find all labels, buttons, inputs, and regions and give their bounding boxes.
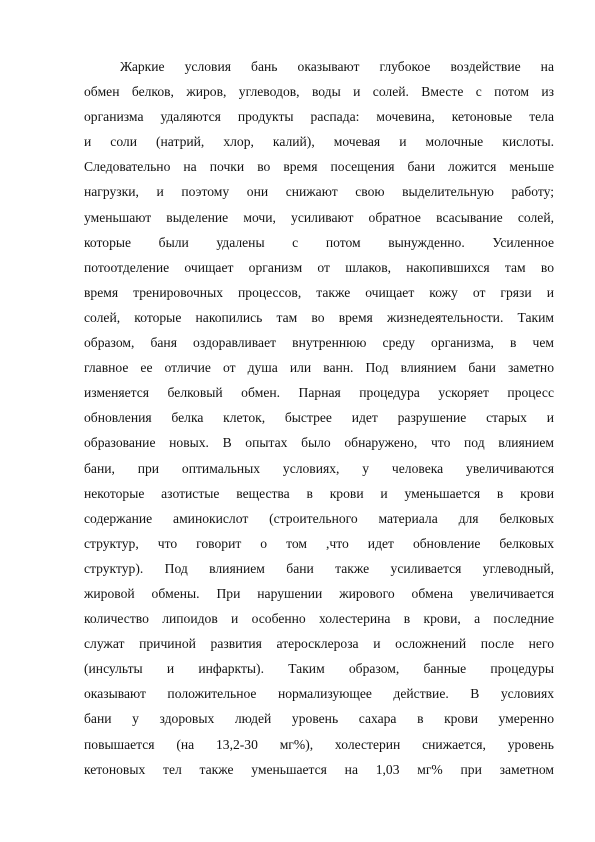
text-line: обновления белка клеток, быстрее идет разрушение старых и bbox=[84, 410, 554, 426]
text-line: бани, при оптимальных условиях, у человека увеличиваются bbox=[84, 460, 554, 476]
text-line: и соли (натрий, хлор, калий), мочевая и молочные кислоты. bbox=[84, 134, 554, 150]
text-line: содержание аминокислот (строительного материала для белковых bbox=[84, 510, 554, 526]
text-line: которые были удалены с потом вынужденно. Усиленное bbox=[84, 234, 554, 250]
text-line: потоотделение очищает организм от шлаков, накопившихся там во bbox=[84, 259, 554, 275]
text-line: образом, баня оздоравливает внутреннюю среду организма, в чем bbox=[84, 335, 554, 351]
text-line: нагрузки, и поэтому они снижают свою выделительную работу; bbox=[84, 184, 554, 200]
text-line: кетоновых тел также уменьшается на 1,03 мг% при заметном bbox=[84, 761, 554, 777]
document-page bbox=[84, 54, 554, 782]
text-line: организма удаляются продукты распада: мочевина, кетоновые тела bbox=[84, 109, 554, 125]
text-line: изменяется белковый обмен. Парная процедура ускоряет процесс bbox=[84, 385, 554, 401]
text-line: образование новых. В опытах было обнаружено, что под влиянием bbox=[84, 435, 554, 451]
text-line: время тренировочных процессов, также очищает кожу от грязи и bbox=[84, 284, 554, 300]
text-line: служат причиной развития атеросклероза и осложнений после него bbox=[84, 636, 554, 652]
text-line: жировой обмены. При нарушении жирового обмена увеличивается bbox=[84, 585, 554, 601]
text-line: некоторые азотистые вещества в крови и уменьшается в крови bbox=[84, 485, 554, 501]
text-line: Следовательно на почки во время посещения бани ложится меньше bbox=[84, 159, 554, 175]
text-line: солей, которые накопились там во время жизнедеятельности. Таким bbox=[84, 309, 554, 325]
text-line: структур). Под влиянием бани также усиливается углеводный, bbox=[84, 560, 554, 576]
text-line: обмен белков, жиров, углеводов, воды и солей. Вместе с потом из bbox=[84, 84, 554, 100]
text-line: (инсульты и инфаркты). Таким образом, банные процедуры bbox=[84, 661, 554, 677]
text-line: структур, что говорит о том ,что идет обновление белковых bbox=[84, 535, 554, 551]
text-line: уменьшают выделение мочи, усиливают обратное всасывание солей, bbox=[84, 209, 554, 225]
text-line: бани у здоровых людей уровень сахара в крови умеренно bbox=[84, 711, 554, 727]
text-line: повышается (на 13,2-30 мг%), холестерин снижается, уровень bbox=[84, 736, 554, 752]
text-line: количество липоидов и особенно холестерина в крови, а последние bbox=[84, 611, 554, 627]
text-line: главное ее отличие от душа или ванн. Под влиянием бани заметно bbox=[84, 360, 554, 376]
text-line: оказывают положительное нормализующее действие. В условиях bbox=[84, 686, 554, 702]
text-line: Жаркие условия бань оказывают глубокое воздействие на bbox=[120, 59, 554, 74]
